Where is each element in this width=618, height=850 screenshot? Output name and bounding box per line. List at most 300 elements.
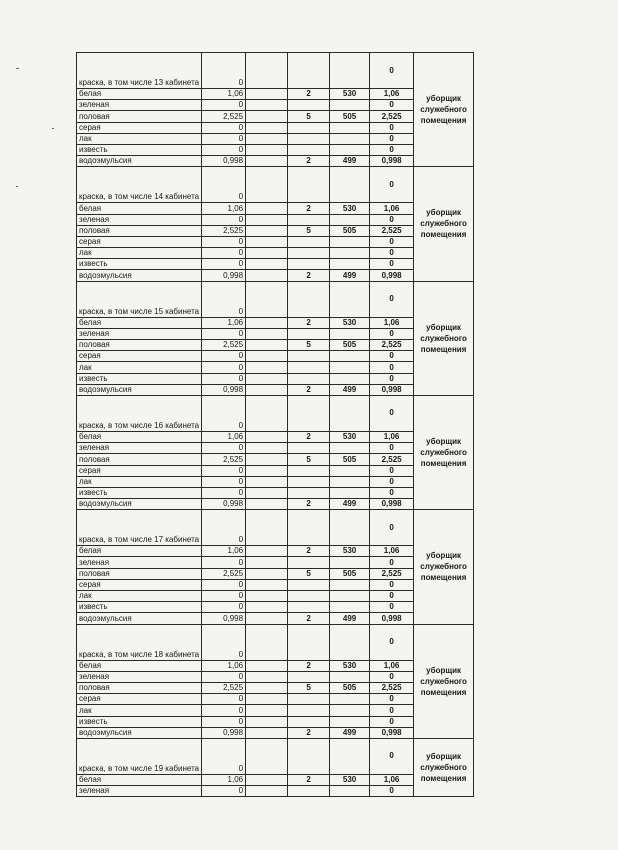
empty-cell <box>246 465 288 476</box>
price-cell <box>330 248 370 259</box>
total-cell: 0 <box>370 602 414 613</box>
empty-cell <box>246 727 288 738</box>
quantity-cell: 0,998 <box>202 270 246 281</box>
total-cell: 2,525 <box>370 682 414 693</box>
price-cell <box>330 214 370 225</box>
item-name-cell: водоэмульсия <box>77 384 202 395</box>
scan-mark <box>16 186 18 187</box>
empty-cell <box>246 716 288 727</box>
total-cell: 0 <box>370 705 414 716</box>
price-cell <box>330 53 370 89</box>
empty-cell <box>246 89 288 100</box>
price-cell: 505 <box>330 225 370 236</box>
total-cell: 0 <box>370 443 414 454</box>
quantity-cell: 0 <box>202 259 246 270</box>
price-cell <box>330 476 370 487</box>
item-name-cell: известь <box>77 373 202 384</box>
total-cell: 0 <box>370 328 414 339</box>
count-cell <box>288 476 330 487</box>
empty-cell <box>246 443 288 454</box>
count-cell: 2 <box>288 774 330 785</box>
count-cell <box>288 373 330 384</box>
empty-cell <box>246 705 288 716</box>
quantity-cell: 0 <box>202 591 246 602</box>
item-name-cell: зеленая <box>77 557 202 568</box>
item-name-cell: белая <box>77 203 202 214</box>
item-name-cell: лак <box>77 133 202 144</box>
empty-cell <box>246 167 288 203</box>
quantity-cell: 1,06 <box>202 660 246 671</box>
count-cell <box>288 602 330 613</box>
price-cell <box>330 705 370 716</box>
count-cell: 2 <box>288 203 330 214</box>
empty-cell <box>246 281 288 317</box>
total-cell: 2,525 <box>370 111 414 122</box>
item-name-cell: водоэмульсия <box>77 727 202 738</box>
quantity-cell: 0,998 <box>202 727 246 738</box>
total-cell: 0 <box>370 362 414 373</box>
item-name-cell: серая <box>77 465 202 476</box>
count-cell: 2 <box>288 727 330 738</box>
item-name-cell: краска, в том числе 15 кабинета <box>77 281 202 317</box>
price-cell: 505 <box>330 682 370 693</box>
price-cell <box>330 443 370 454</box>
total-cell: 1,06 <box>370 317 414 328</box>
total-cell: 0 <box>370 236 414 247</box>
count-cell: 2 <box>288 431 330 442</box>
empty-cell <box>246 100 288 111</box>
total-cell: 0,998 <box>370 384 414 395</box>
total-cell: 0 <box>370 144 414 155</box>
quantity-cell: 0 <box>202 443 246 454</box>
role-cell: уборщик служебного помещения <box>414 510 474 624</box>
total-cell: 0 <box>370 259 414 270</box>
count-cell <box>288 248 330 259</box>
count-cell <box>288 579 330 590</box>
price-cell <box>330 624 370 660</box>
price-cell <box>330 167 370 203</box>
empty-cell <box>246 671 288 682</box>
price-cell <box>330 395 370 431</box>
item-name-cell: краска, в том числе 13 кабинета <box>77 53 202 89</box>
quantity-cell: 2,525 <box>202 225 246 236</box>
count-cell <box>288 214 330 225</box>
item-name-cell: белая <box>77 431 202 442</box>
price-cell <box>330 716 370 727</box>
price-cell <box>330 100 370 111</box>
price-cell <box>330 373 370 384</box>
total-cell: 1,06 <box>370 203 414 214</box>
item-name-cell: зеленая <box>77 100 202 111</box>
item-name-cell: лак <box>77 362 202 373</box>
count-cell <box>288 236 330 247</box>
item-name-cell: лак <box>77 476 202 487</box>
price-cell: 530 <box>330 431 370 442</box>
count-cell <box>288 694 330 705</box>
quantity-cell: 1,06 <box>202 203 246 214</box>
count-cell <box>288 167 330 203</box>
quantity-cell: 0 <box>202 557 246 568</box>
quantity-cell: 0 <box>202 395 246 431</box>
price-cell <box>330 281 370 317</box>
empty-cell <box>246 487 288 498</box>
empty-cell <box>246 122 288 133</box>
empty-cell <box>246 156 288 167</box>
item-name-cell: белая <box>77 317 202 328</box>
price-cell <box>330 133 370 144</box>
scan-mark <box>52 128 54 129</box>
price-cell <box>330 328 370 339</box>
total-cell: 0 <box>370 465 414 476</box>
total-cell: 0,998 <box>370 270 414 281</box>
empty-cell <box>246 454 288 465</box>
empty-cell <box>246 133 288 144</box>
item-name-cell: водоэмульсия <box>77 613 202 624</box>
price-cell: 499 <box>330 270 370 281</box>
count-cell: 5 <box>288 454 330 465</box>
item-name-cell: серая <box>77 236 202 247</box>
quantity-cell: 0 <box>202 53 246 89</box>
item-name-cell: зеленая <box>77 443 202 454</box>
item-name-cell: краска, в том числе 17 кабинета <box>77 510 202 546</box>
item-name-cell: серая <box>77 694 202 705</box>
quantity-cell: 2,525 <box>202 454 246 465</box>
empty-cell <box>246 362 288 373</box>
total-cell: 0,998 <box>370 727 414 738</box>
count-cell <box>288 557 330 568</box>
quantity-cell: 1,06 <box>202 317 246 328</box>
materials-table <box>76 52 474 797</box>
total-cell: 0 <box>370 373 414 384</box>
total-cell: 0 <box>370 476 414 487</box>
quantity-cell: 0 <box>202 144 246 155</box>
total-cell: 0 <box>370 579 414 590</box>
price-cell: 530 <box>330 546 370 557</box>
count-cell <box>288 716 330 727</box>
count-cell <box>288 395 330 431</box>
table-row-header <box>77 395 474 431</box>
quantity-cell: 0 <box>202 248 246 259</box>
count-cell: 2 <box>288 660 330 671</box>
empty-cell <box>246 602 288 613</box>
total-cell: 2,525 <box>370 340 414 351</box>
table-row-header <box>77 281 474 317</box>
quantity-cell: 0 <box>202 236 246 247</box>
item-name-cell: зеленая <box>77 786 202 797</box>
empty-cell <box>246 774 288 785</box>
empty-cell <box>246 236 288 247</box>
price-cell: 505 <box>330 568 370 579</box>
total-cell: 0 <box>370 624 414 660</box>
role-cell: уборщик служебного помещения <box>414 738 474 796</box>
role-cell: уборщик служебного помещения <box>414 395 474 509</box>
empty-cell <box>246 431 288 442</box>
count-cell <box>288 671 330 682</box>
item-name-cell: зеленая <box>77 328 202 339</box>
table-row-header <box>77 167 474 203</box>
empty-cell <box>246 568 288 579</box>
item-name-cell: лак <box>77 591 202 602</box>
count-cell: 2 <box>288 499 330 510</box>
item-name-cell: белая <box>77 546 202 557</box>
item-name-cell: лак <box>77 705 202 716</box>
total-cell: 0 <box>370 557 414 568</box>
quantity-cell: 0 <box>202 351 246 362</box>
item-name-cell: половая <box>77 454 202 465</box>
item-name-cell: белая <box>77 89 202 100</box>
item-name-cell: краска, в том числе 18 кабинета <box>77 624 202 660</box>
item-name-cell: водоэмульсия <box>77 499 202 510</box>
count-cell <box>288 362 330 373</box>
count-cell: 2 <box>288 384 330 395</box>
item-name-cell: краска, в том числе 16 кабинета <box>77 395 202 431</box>
item-name-cell: лак <box>77 248 202 259</box>
total-cell: 0 <box>370 738 414 774</box>
empty-cell <box>246 270 288 281</box>
price-cell <box>330 579 370 590</box>
item-name-cell: известь <box>77 487 202 498</box>
item-name-cell: водоэмульсия <box>77 156 202 167</box>
count-cell <box>288 53 330 89</box>
count-cell <box>288 487 330 498</box>
quantity-cell: 0,998 <box>202 156 246 167</box>
empty-cell <box>246 579 288 590</box>
item-name-cell: известь <box>77 602 202 613</box>
item-name-cell: серая <box>77 122 202 133</box>
table-row-header <box>77 624 474 660</box>
count-cell: 5 <box>288 340 330 351</box>
price-cell <box>330 465 370 476</box>
total-cell: 2,525 <box>370 568 414 579</box>
role-cell: уборщик служебного помещения <box>414 53 474 167</box>
item-name-cell: серая <box>77 579 202 590</box>
quantity-cell: 0 <box>202 373 246 384</box>
empty-cell <box>246 694 288 705</box>
price-cell: 499 <box>330 499 370 510</box>
empty-cell <box>246 351 288 362</box>
count-cell: 2 <box>288 317 330 328</box>
empty-cell <box>246 214 288 225</box>
empty-cell <box>246 738 288 774</box>
total-cell: 0 <box>370 214 414 225</box>
count-cell: 2 <box>288 546 330 557</box>
item-name-cell: известь <box>77 716 202 727</box>
price-cell <box>330 351 370 362</box>
quantity-cell: 0 <box>202 362 246 373</box>
item-name-cell: половая <box>77 225 202 236</box>
count-cell <box>288 624 330 660</box>
item-name-cell: белая <box>77 774 202 785</box>
table-row-header <box>77 738 474 774</box>
price-cell <box>330 694 370 705</box>
quantity-cell: 0 <box>202 328 246 339</box>
item-name-cell: зеленая <box>77 671 202 682</box>
count-cell <box>288 351 330 362</box>
total-cell: 0 <box>370 122 414 133</box>
total-cell: 0 <box>370 694 414 705</box>
count-cell <box>288 738 330 774</box>
price-cell <box>330 510 370 546</box>
count-cell: 2 <box>288 613 330 624</box>
item-name-cell: половая <box>77 568 202 579</box>
quantity-cell: 1,06 <box>202 431 246 442</box>
total-cell: 2,525 <box>370 454 414 465</box>
quantity-cell: 0 <box>202 716 246 727</box>
price-cell: 530 <box>330 774 370 785</box>
total-cell: 0 <box>370 510 414 546</box>
empty-cell <box>246 660 288 671</box>
quantity-cell: 0 <box>202 671 246 682</box>
empty-cell <box>246 591 288 602</box>
item-name-cell: краска, в том числе 14 кабинета <box>77 167 202 203</box>
quantity-cell: 0 <box>202 579 246 590</box>
quantity-cell: 0 <box>202 510 246 546</box>
price-cell: 530 <box>330 317 370 328</box>
item-name-cell: половая <box>77 111 202 122</box>
total-cell: 1,06 <box>370 89 414 100</box>
quantity-cell: 2,525 <box>202 340 246 351</box>
price-cell <box>330 591 370 602</box>
total-cell: 1,06 <box>370 546 414 557</box>
empty-cell <box>246 340 288 351</box>
count-cell <box>288 443 330 454</box>
price-cell <box>330 786 370 797</box>
quantity-cell: 0 <box>202 694 246 705</box>
count-cell <box>288 591 330 602</box>
empty-cell <box>246 499 288 510</box>
empty-cell <box>246 203 288 214</box>
total-cell: 0 <box>370 248 414 259</box>
quantity-cell: 2,525 <box>202 682 246 693</box>
empty-cell <box>246 384 288 395</box>
total-cell: 0,998 <box>370 156 414 167</box>
price-cell: 530 <box>330 203 370 214</box>
count-cell <box>288 786 330 797</box>
role-cell: уборщик служебного помещения <box>414 281 474 395</box>
empty-cell <box>246 786 288 797</box>
quantity-cell: 0 <box>202 133 246 144</box>
item-name-cell: серая <box>77 351 202 362</box>
total-cell: 1,06 <box>370 774 414 785</box>
empty-cell <box>246 476 288 487</box>
total-cell: 0 <box>370 351 414 362</box>
quantity-cell: 0 <box>202 602 246 613</box>
total-cell: 0 <box>370 591 414 602</box>
price-cell: 505 <box>330 340 370 351</box>
count-cell <box>288 465 330 476</box>
count-cell: 5 <box>288 225 330 236</box>
item-name-cell: половая <box>77 340 202 351</box>
empty-cell <box>246 546 288 557</box>
price-cell <box>330 144 370 155</box>
empty-cell <box>246 328 288 339</box>
price-cell: 499 <box>330 156 370 167</box>
quantity-cell: 0 <box>202 214 246 225</box>
price-cell: 499 <box>330 384 370 395</box>
empty-cell <box>246 111 288 122</box>
item-name-cell: половая <box>77 682 202 693</box>
count-cell <box>288 144 330 155</box>
item-name-cell: зеленая <box>77 214 202 225</box>
count-cell <box>288 259 330 270</box>
price-cell <box>330 738 370 774</box>
price-cell <box>330 259 370 270</box>
empty-cell <box>246 510 288 546</box>
empty-cell <box>246 613 288 624</box>
quantity-cell: 0 <box>202 476 246 487</box>
quantity-cell: 0,998 <box>202 613 246 624</box>
total-cell: 0 <box>370 167 414 203</box>
empty-cell <box>246 144 288 155</box>
total-cell: 0,998 <box>370 499 414 510</box>
count-cell: 5 <box>288 111 330 122</box>
empty-cell <box>246 624 288 660</box>
quantity-cell: 0 <box>202 281 246 317</box>
quantity-cell: 0 <box>202 786 246 797</box>
quantity-cell: 1,06 <box>202 546 246 557</box>
empty-cell <box>246 557 288 568</box>
count-cell: 2 <box>288 89 330 100</box>
quantity-cell: 2,525 <box>202 111 246 122</box>
price-cell: 505 <box>330 111 370 122</box>
quantity-cell: 0 <box>202 167 246 203</box>
price-cell: 530 <box>330 89 370 100</box>
total-cell: 0 <box>370 487 414 498</box>
price-cell: 499 <box>330 727 370 738</box>
total-cell: 0 <box>370 100 414 111</box>
count-cell: 5 <box>288 682 330 693</box>
price-cell <box>330 671 370 682</box>
total-cell: 0 <box>370 281 414 317</box>
total-cell: 0 <box>370 395 414 431</box>
count-cell <box>288 281 330 317</box>
price-cell: 499 <box>330 613 370 624</box>
item-name-cell: краска, в том числе 19 кабинета <box>77 738 202 774</box>
empty-cell <box>246 259 288 270</box>
role-cell: уборщик служебного помещения <box>414 167 474 281</box>
total-cell: 1,06 <box>370 431 414 442</box>
price-cell: 505 <box>330 454 370 465</box>
price-cell <box>330 602 370 613</box>
count-cell <box>288 510 330 546</box>
quantity-cell: 2,525 <box>202 568 246 579</box>
price-cell <box>330 487 370 498</box>
quantity-cell: 0 <box>202 624 246 660</box>
quantity-cell: 0 <box>202 465 246 476</box>
quantity-cell: 0,998 <box>202 384 246 395</box>
quantity-cell: 1,06 <box>202 89 246 100</box>
count-cell: 2 <box>288 156 330 167</box>
total-cell: 0 <box>370 786 414 797</box>
price-cell <box>330 122 370 133</box>
role-cell: уборщик служебного помещения <box>414 624 474 738</box>
quantity-cell: 0 <box>202 738 246 774</box>
total-cell: 0 <box>370 716 414 727</box>
count-cell: 5 <box>288 568 330 579</box>
table-row-header <box>77 53 474 89</box>
quantity-cell: 0,998 <box>202 499 246 510</box>
price-cell <box>330 362 370 373</box>
quantity-cell: 0 <box>202 705 246 716</box>
empty-cell <box>246 53 288 89</box>
count-cell <box>288 100 330 111</box>
table-row-header <box>77 510 474 546</box>
total-cell: 1,06 <box>370 660 414 671</box>
total-cell: 0 <box>370 671 414 682</box>
quantity-cell: 0 <box>202 122 246 133</box>
scan-mark <box>16 68 19 69</box>
empty-cell <box>246 248 288 259</box>
